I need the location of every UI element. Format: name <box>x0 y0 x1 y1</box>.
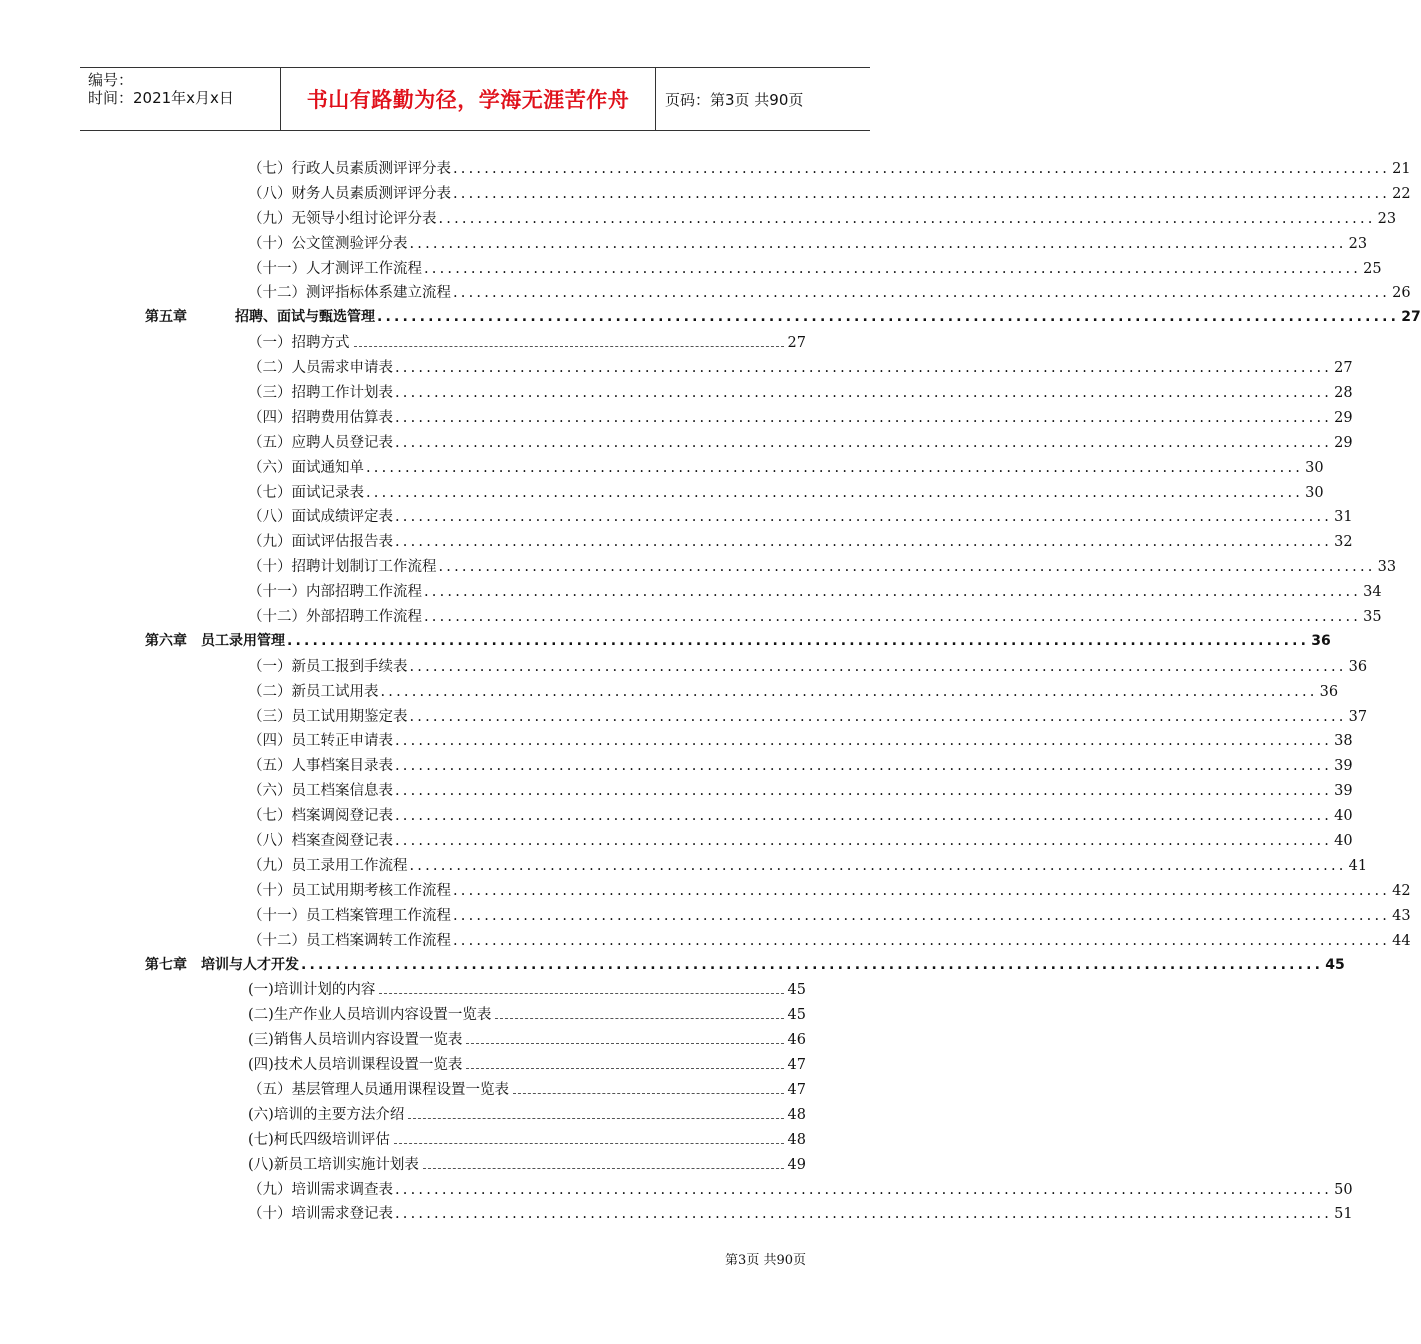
entry-title: （五）应聘人员登记表 <box>248 434 393 451</box>
toc-entry[interactable] <box>0 428 1353 453</box>
dot-leader: ........................................................................................................................ <box>424 584 1362 601</box>
dot-leader: ........................................................................................................................ <box>395 385 1333 402</box>
entry-page-number: 51 <box>1334 1206 1353 1223</box>
entry-title: （八）档案查阅登记表 <box>248 833 393 850</box>
entry-page-number: 33 <box>1377 559 1397 576</box>
entry-page-number: 29 <box>1334 409 1353 426</box>
chapter-number: 第七章 <box>145 956 187 973</box>
entry-title: （五）人事档案目录表 <box>248 758 393 775</box>
dot-leader: ........................................................................................................................ <box>453 285 1391 302</box>
entry-title: （七）行政人员素质测评评分表 <box>248 161 451 177</box>
entry-title: （九）无领导小组讨论评分表 <box>248 210 437 227</box>
toc-entry[interactable] <box>0 502 1353 527</box>
entry-title: （七）档案调阅登记表 <box>248 808 393 825</box>
entry-title: (二)生产作业人员培训内容设置一览表 <box>248 1007 492 1024</box>
entry-title: （十）培训需求登记表 <box>248 1206 393 1223</box>
dot-leader: ........................................................................................................................ <box>395 360 1333 377</box>
page-footer: 第3页 共90页 <box>725 1253 806 1268</box>
entry-page-number: 38 <box>1334 733 1353 750</box>
toc-entry[interactable] <box>0 527 1353 552</box>
toc-entry[interactable] <box>0 204 1397 229</box>
dot-leader <box>466 1042 783 1044</box>
toc-entry[interactable] <box>0 876 1411 901</box>
toc-entry[interactable] <box>0 776 1353 801</box>
toc-entry[interactable] <box>0 1199 1353 1224</box>
chapter-title: 招聘、面试与甄选管理 <box>235 309 375 326</box>
dot-leader: ........................................................................................................................ <box>438 559 1376 576</box>
dot-leader <box>408 1117 783 1119</box>
dot-leader: ........................................................................................................................ <box>453 932 1391 949</box>
entry-title: （二）新员工试用表 <box>248 683 379 700</box>
dot-leader: ........................................................................................................................ <box>395 758 1333 775</box>
entry-title: （十一）人才测评工作流程 <box>248 260 422 277</box>
toc-entry[interactable] <box>0 179 1411 204</box>
toc-entry[interactable] <box>0 901 1411 926</box>
dot-leader <box>423 1167 784 1169</box>
entry-page-number: 36 <box>1311 632 1331 649</box>
toc-entry[interactable] <box>0 154 1411 179</box>
entry-title: （九）面试评估报告表 <box>248 534 393 551</box>
entry-page-number: 43 <box>1392 907 1411 924</box>
entry-page-number: 50 <box>1334 1181 1353 1198</box>
entry-title: (三)销售人员培训内容设置一览表 <box>248 1032 463 1049</box>
dot-leader: ........................................................................................................................ <box>424 260 1362 277</box>
entry-page-number: 29 <box>1334 434 1353 451</box>
toc-entry[interactable] <box>0 726 1353 751</box>
entry-page-number: 46 <box>787 1032 806 1049</box>
toc-entry[interactable] <box>0 353 1353 378</box>
entry-title: （三）招聘工作计划表 <box>248 385 393 402</box>
entry-page-number: 34 <box>1363 584 1382 601</box>
toc-entry[interactable] <box>0 229 1368 254</box>
dot-leader: ........................................................................................................................ <box>438 210 1376 227</box>
toc-entry[interactable] <box>0 1025 950 1050</box>
toc-entry[interactable] <box>0 1075 950 1100</box>
dot-leader: ........................................................................................................................ <box>409 235 1347 252</box>
header-meta <box>80 68 281 130</box>
dot-leader: ........................................................................................................................ <box>380 683 1318 700</box>
dot-leader: ........................................................................................................................ <box>395 1206 1333 1223</box>
entry-title: （十）公文筐测验评分表 <box>248 235 408 252</box>
toc-chapter-entry[interactable] <box>0 951 1345 976</box>
dot-leader: ........................................................................................................................ <box>453 185 1391 202</box>
entry-title: （十）员工试用期考核工作流程 <box>248 882 451 899</box>
time-label: 时间：2021年x月x日 <box>88 89 234 107</box>
entry-page-number: 45 <box>787 1007 806 1024</box>
toc-entry[interactable] <box>0 328 950 353</box>
entry-page-number: 49 <box>787 1156 806 1173</box>
entry-page-number: 30 <box>1305 484 1324 501</box>
dot-leader: ........................................................................................................................ <box>453 161 1391 177</box>
header-motto: 书山有路勤为径，学海无涯苦作舟 <box>306 88 630 112</box>
entry-page-number: 41 <box>1348 857 1368 874</box>
dot-leader: ........................................................................................................................ <box>366 484 1304 501</box>
entry-title: （十）招聘计划制订工作流程 <box>248 559 437 576</box>
entry-title: （四）员工转正申请表 <box>248 733 393 750</box>
toc-entry[interactable] <box>0 1050 950 1075</box>
toc-entry[interactable] <box>0 801 1353 826</box>
entry-title: （一）新员工报到手续表 <box>248 658 408 675</box>
chapter-title: 培训与人才开发 <box>201 956 299 973</box>
entry-title: （四）招聘费用估算表 <box>248 409 393 426</box>
dot-leader: ........................................................................................................................ <box>377 309 1400 326</box>
dot-leader <box>354 345 784 347</box>
dot-leader: ........................................................................................................................ <box>395 1181 1333 1198</box>
toc-entry[interactable] <box>0 577 1382 602</box>
entry-page-number: 36 <box>1348 658 1368 675</box>
dot-leader: ........................................................................................................................ <box>287 632 1310 649</box>
table-of-contents <box>0 154 1421 1224</box>
page-header <box>80 67 870 131</box>
entry-page-number: 27 <box>1401 309 1421 326</box>
dot-leader <box>466 1067 783 1069</box>
dot-leader: ........................................................................................................................ <box>409 708 1347 725</box>
header-page-cell <box>655 68 870 130</box>
toc-entry[interactable] <box>0 652 1368 677</box>
toc-chapter-entry[interactable] <box>0 627 1331 652</box>
entry-title: （三）员工试用期鉴定表 <box>248 708 408 725</box>
dot-leader <box>513 1092 784 1094</box>
entry-page-number: 40 <box>1334 833 1353 850</box>
entry-title: （十二）员工档案调转工作流程 <box>248 932 451 949</box>
toc-entry[interactable] <box>0 403 1353 428</box>
entry-title: （六）面试通知单 <box>248 459 364 476</box>
entry-page-number: 27 <box>787 335 806 352</box>
entry-title: （七）面试记录表 <box>248 484 364 501</box>
chapter-number: 第六章 <box>145 632 187 649</box>
dot-leader <box>379 992 783 994</box>
number-label: 编号： <box>88 71 134 89</box>
dot-leader <box>495 1017 783 1019</box>
toc-entry[interactable] <box>0 1125 950 1150</box>
entry-page-number: 37 <box>1348 708 1368 725</box>
entry-page-number: 31 <box>1334 509 1353 526</box>
entry-title: （九）员工录用工作流程 <box>248 857 408 874</box>
dot-leader: ........................................................................................................................ <box>395 509 1333 526</box>
dot-leader: ........................................................................................................................ <box>409 857 1347 874</box>
chapter-title: 员工录用管理 <box>201 632 285 649</box>
entry-page-number: 36 <box>1319 683 1339 700</box>
entry-page-number: 21 <box>1392 161 1411 177</box>
entry-page-number: 28 <box>1334 385 1353 402</box>
toc-entry[interactable] <box>0 478 1324 503</box>
toc-entry[interactable] <box>0 1000 950 1025</box>
entry-title: （十一）员工档案管理工作流程 <box>248 907 451 924</box>
entry-title: （二）人员需求申请表 <box>248 360 393 377</box>
dot-leader: ........................................................................................................................ <box>395 409 1333 426</box>
entry-title: （八）财务人员素质测评评分表 <box>248 185 451 202</box>
entry-title: (六)培训的主要方法介绍 <box>248 1106 405 1123</box>
entry-page-number: 42 <box>1392 882 1411 899</box>
entry-page-number: 45 <box>787 982 806 999</box>
dot-leader: ........................................................................................................................ <box>409 658 1347 675</box>
entry-page-number: 39 <box>1334 783 1353 800</box>
entry-page-number: 35 <box>1363 609 1382 626</box>
entry-page-number: 40 <box>1334 808 1353 825</box>
entry-page-number: 30 <box>1305 459 1324 476</box>
entry-page-number: 32 <box>1334 534 1353 551</box>
entry-page-number: 48 <box>787 1106 806 1123</box>
entry-title: (八)新员工培训实施计划表 <box>248 1156 419 1173</box>
dot-leader: ........................................................................................................................ <box>366 459 1304 476</box>
toc-entry[interactable] <box>0 851 1368 876</box>
toc-entry[interactable] <box>0 975 950 1000</box>
toc-entry[interactable] <box>0 1175 1353 1200</box>
entry-title: （十二）测评指标体系建立流程 <box>248 285 451 302</box>
dot-leader: ........................................................................................................................ <box>453 882 1391 899</box>
toc-entry[interactable] <box>0 1150 950 1175</box>
dot-leader: ........................................................................................................................ <box>424 609 1362 626</box>
toc-entry[interactable] <box>0 826 1353 851</box>
toc-entry[interactable] <box>0 552 1397 577</box>
entry-page-number: 26 <box>1392 285 1411 302</box>
toc-entry[interactable] <box>0 702 1368 727</box>
entry-page-number: 47 <box>787 1081 806 1098</box>
toc-entry[interactable] <box>0 677 1339 702</box>
toc-entry[interactable] <box>0 751 1353 776</box>
dot-leader: ........................................................................................................................ <box>395 434 1333 451</box>
toc-entry[interactable] <box>0 278 1411 303</box>
dot-leader: ........................................................................................................................ <box>453 907 1391 924</box>
dot-leader: ........................................................................................................................ <box>395 833 1333 850</box>
toc-entry[interactable] <box>0 453 1324 478</box>
toc-entry[interactable] <box>0 1100 950 1125</box>
entry-page-number: 23 <box>1348 235 1368 252</box>
entry-title: (一)培训计划的内容 <box>248 982 376 999</box>
header-page-label: 页码：第3页 共90页 <box>665 90 804 109</box>
entry-page-number: 22 <box>1392 185 1411 202</box>
entry-title: （五）基层管理人员通用课程设置一览表 <box>248 1081 509 1098</box>
toc-entry[interactable] <box>0 926 1411 951</box>
dot-leader: ........................................................................................................................ <box>301 956 1324 973</box>
entry-page-number: 27 <box>1334 360 1353 377</box>
entry-page-number: 23 <box>1377 210 1397 227</box>
toc-entry[interactable] <box>0 254 1382 279</box>
entry-page-number: 25 <box>1363 260 1382 277</box>
dot-leader: ........................................................................................................................ <box>395 733 1333 750</box>
entry-title: （十二）外部招聘工作流程 <box>248 609 422 626</box>
entry-title: （一）招聘方式 <box>248 335 350 352</box>
entry-page-number: 45 <box>1325 956 1345 973</box>
chapter-number: 第五章 <box>145 309 187 326</box>
entry-title: (四)技术人员培训课程设置一览表 <box>248 1057 463 1074</box>
entry-title: （十一）内部招聘工作流程 <box>248 584 422 601</box>
dot-leader <box>394 1142 784 1144</box>
entry-page-number: 48 <box>787 1131 806 1148</box>
dot-leader: ........................................................................................................................ <box>395 783 1333 800</box>
entry-title: （八）面试成绩评定表 <box>248 509 393 526</box>
header-motto-cell <box>281 68 656 130</box>
entry-title: （九）培训需求调查表 <box>248 1181 393 1198</box>
entry-title: （六）员工档案信息表 <box>248 783 393 800</box>
entry-page-number: 44 <box>1392 932 1411 949</box>
entry-title: (七)柯氏四级培训评估 <box>248 1131 390 1148</box>
toc-chapter-entry[interactable] <box>0 303 1421 328</box>
dot-leader: ........................................................................................................................ <box>395 534 1333 551</box>
entry-page-number: 39 <box>1334 758 1353 775</box>
entry-page-number: 47 <box>787 1057 806 1074</box>
dot-leader: ........................................................................................................................ <box>395 808 1333 825</box>
toc-entry[interactable] <box>0 378 1353 403</box>
toc-entry[interactable] <box>0 602 1382 627</box>
